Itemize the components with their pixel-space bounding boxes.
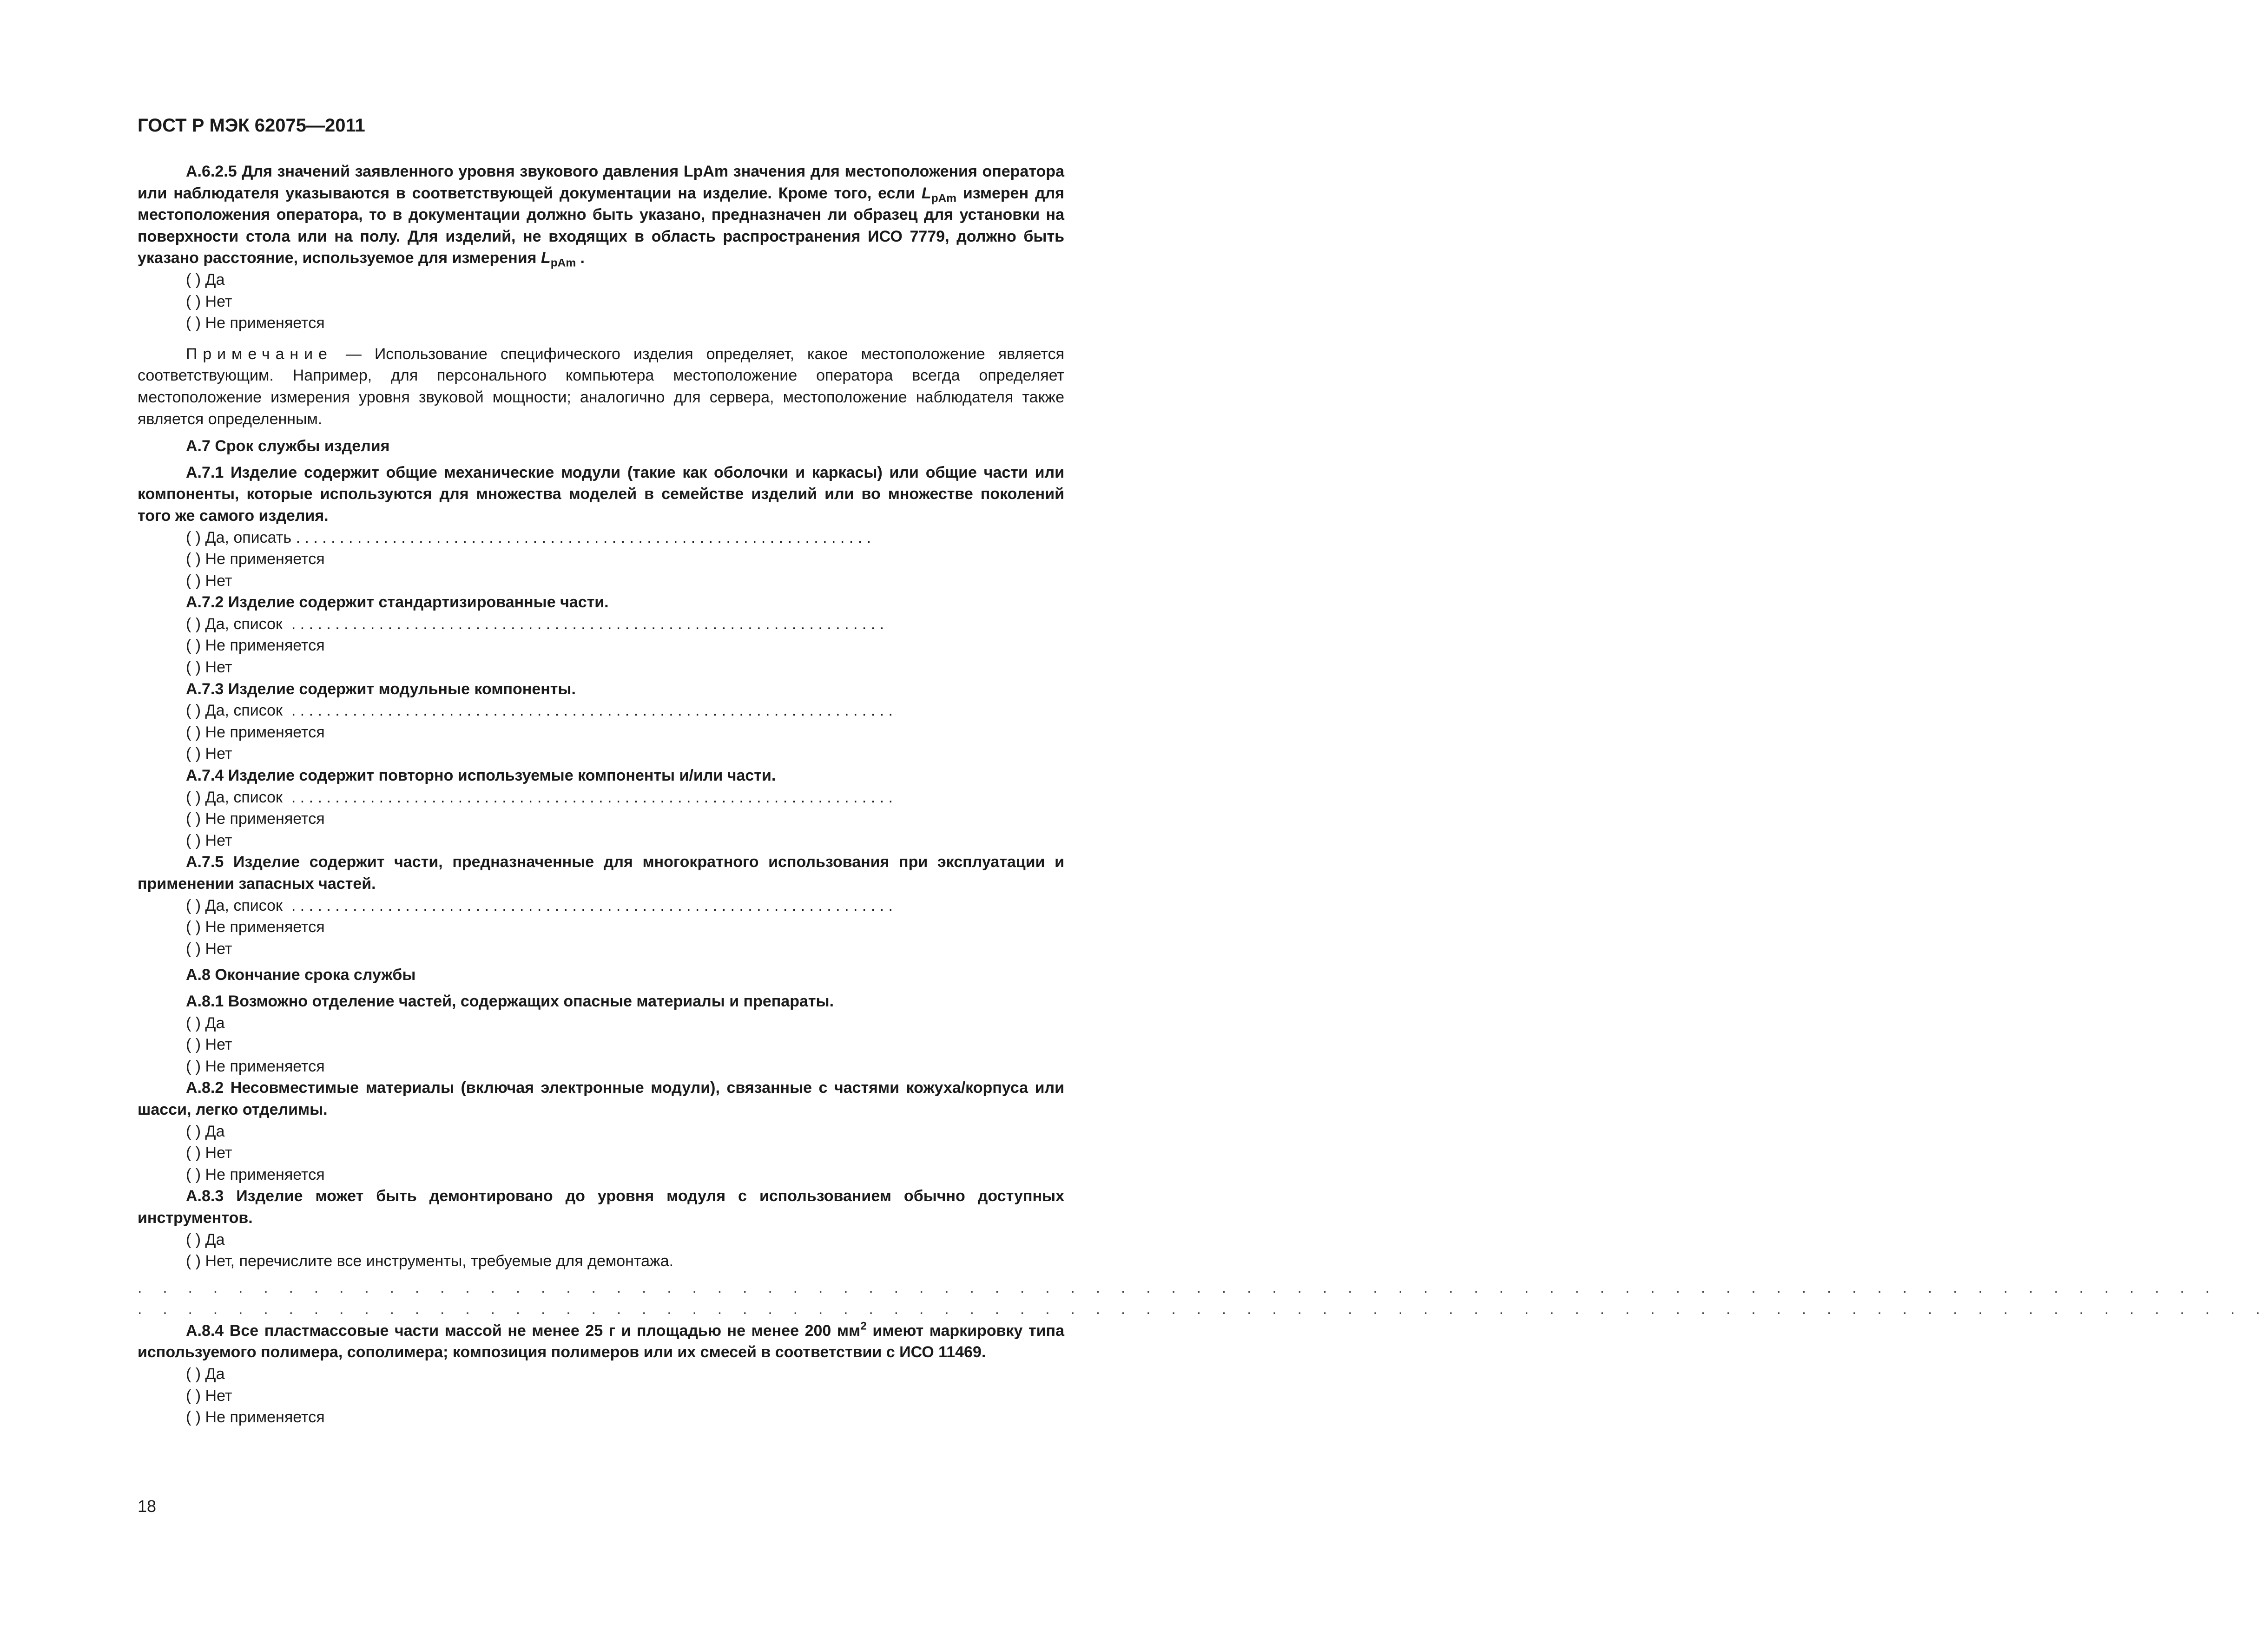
- checkbox-option[interactable]: ( ) Нет, перечислите все инструменты, требуемые для демонтажа.: [186, 1252, 674, 1270]
- clause-a72: А.7.2 Изделие содержит стандартизированные части.: [186, 593, 609, 611]
- checkbox-option[interactable]: ( ) Не применяется: [186, 810, 325, 828]
- checkbox-option[interactable]: ( ) Да: [186, 1014, 225, 1032]
- checkbox-option[interactable]: ( ) Нет: [186, 292, 232, 310]
- checkbox-option-with-fill[interactable]: ( ) Да, список . . . . . . . . . . . . . . . . . . . . . . . . . . . . . . . . . . . . . . . . . . . . . . . . . . . . . . . . . . . . . . . . . . . . .: [186, 788, 893, 806]
- fill-dots: . . . . . . . . . . . . . . . . . . . . . . . . . . . . . . . . . . . . . . . . . . . . . . . . . . . . . . . . . . . . . . . . . . . .: [282, 615, 884, 633]
- fill-line[interactable]: . . . . . . . . . . . . . . . . . . . . . . . . . . . . . . . . . . . . . . . . . . . . . . . . . . . . . . . . . . . . . . . . . . . . . . . . . . . . . . . . . . . . .: [138, 1300, 2268, 1318]
- checkbox-option[interactable]: ( ) Не применяется: [186, 723, 325, 741]
- checkbox-option[interactable]: ( ) Да: [186, 270, 225, 289]
- clause-a625: А.6.2.5 Для значений заявленного уровня звукового давления LpAm значения для местоположения оператора или наблюдателя указываются в соответствующей документации на изделие. Кроме того, если $L_{pAm}$ измерен для местоположения оператора, то в документации должно быть указано, предназначен ли образец для установки на поверхности стола или на полу. Для изделий, не входящих в область распространения ИСО 7779, должно быть указано расстояние, используемое для измерения $L_{pAm}$ .: [138, 163, 1064, 269]
- checkbox-option[interactable]: ( ) Нет: [186, 1144, 232, 1162]
- section-title-a8: А.8 Окончание срока службы: [186, 966, 416, 984]
- fill-dots: . . . . . . . . . . . . . . . . . . . . . . . . . . . . . . . . . . . . . . . . . . . . . . . . . . . . . . . . . . . . . . . . . . . . .: [282, 896, 893, 914]
- checkbox-option[interactable]: ( ) Не применяется: [186, 314, 325, 332]
- symbol-lpam: LpAm: [683, 163, 729, 180]
- checkbox-option[interactable]: ( ) Нет: [186, 1036, 232, 1054]
- checkbox-option[interactable]: ( ) Нет: [186, 658, 232, 677]
- checkbox-option[interactable]: ( ) Да: [186, 1122, 225, 1140]
- checkbox-option[interactable]: ( ) Не применяется: [186, 550, 325, 568]
- checkbox-option-with-fill[interactable]: ( ) Да, список . . . . . . . . . . . . . . . . . . . . . . . . . . . . . . . . . . . . . . . . . . . . . . . . . . . . . . . . . . . . . . . . . . . .: [186, 615, 884, 633]
- checkbox-option[interactable]: ( ) Нет: [186, 1387, 232, 1405]
- fill-dots: . . . . . . . . . . . . . . . . . . . . . . . . . . . . . . . . . . . . . . . . . . . . . . . . . . . . . . . . . . . . . . . . . . . . .: [282, 702, 893, 720]
- checkbox-option-with-fill[interactable]: ( ) Да, описать . . . . . . . . . . . . . . . . . . . . . . . . . . . . . . . . . . . . . . . . . . . . . . . . . . . . . . . . . . . . . . . . . .: [186, 528, 871, 546]
- checkbox-option[interactable]: ( ) Да: [186, 1365, 225, 1383]
- checkbox-option[interactable]: ( ) Не применяется: [186, 1057, 325, 1075]
- clause-a84: А.8.4 Все пластмассовые части массой не менее 25 г и площадью не менее 200 $мм^2$ имеют маркировку типа используемого полимера, сополимера; композиция полимеров или их смесей в соответствии с ИСО 11469.: [138, 1320, 1064, 1361]
- checkbox-option[interactable]: ( ) Да: [186, 1230, 225, 1249]
- checkbox-option[interactable]: ( ) Нет: [186, 940, 232, 958]
- checkbox-option[interactable]: ( ) Не применяется: [186, 1408, 325, 1426]
- note-label: Примечание: [186, 345, 333, 363]
- document-body: [138, 161, 2268, 1428]
- checkbox-option[interactable]: ( ) Не применяется: [186, 1165, 325, 1183]
- clause-a73: А.7.3 Изделие содержит модульные компоненты.: [186, 680, 576, 698]
- section-title-a7: А.7 Срок службы изделия: [186, 437, 390, 455]
- note-paragraph: Примечание — Использование специфического изделия определяет, какое местоположение является соответствующим. Например, для персонального компьютера местоположение оператора всегда определяет местоположение измерения уровня звуковой мощности; аналогично для сервера, местоположение наблюдателя также является определенным.: [138, 345, 1064, 428]
- clause-a82: А.8.2 Несовместимые материалы (включая электронные модули), связанные с частями кожуха/корпуса или шасси, легко отделимы.: [138, 1079, 1064, 1118]
- page-number: 18: [138, 1497, 157, 1516]
- clause-a74: А.7.4 Изделие содержит повторно используемые компоненты и/или части.: [186, 767, 776, 785]
- clause-a71: А.7.1 Изделие содержит общие механические модули (такие как оболочки и каркасы) или общие части или компоненты, которые используются для множества моделей в семействе изделий или во множестве поколений того же самого изделия.: [138, 463, 1064, 525]
- fill-line[interactable]: . . . . . . . . . . . . . . . . . . . . . . . . . . . . . . . . . . . . . . . . . . . . . . . . . . . . . . . . . . . . . . . . . . . . . . . . . . . . . . . . . . .: [138, 1278, 2218, 1296]
- checkbox-option[interactable]: ( ) Не применяется: [186, 637, 325, 655]
- clause-a83: А.8.3 Изделие может быть демонтировано до уровня модуля с использованием обычно доступных инструментов.: [138, 1187, 1064, 1227]
- checkbox-option[interactable]: ( ) Нет: [186, 572, 232, 590]
- clause-a81: А.8.1 Возможно отделение частей, содержащих опасные материалы и препараты.: [186, 992, 834, 1010]
- checkbox-option[interactable]: ( ) Не применяется: [186, 918, 325, 936]
- document-header: ГОСТ Р МЭК 62075—2011: [138, 115, 365, 136]
- checkbox-option-with-fill[interactable]: ( ) Да, список . . . . . . . . . . . . . . . . . . . . . . . . . . . . . . . . . . . . . . . . . . . . . . . . . . . . . . . . . . . . . . . . . . . . .: [186, 896, 893, 914]
- checkbox-option[interactable]: ( ) Нет: [186, 745, 232, 763]
- fill-dots: . . . . . . . . . . . . . . . . . . . . . . . . . . . . . . . . . . . . . . . . . . . . . . . . . . . . . . . . . . . . . . . . . .: [291, 528, 871, 546]
- clause-a75: А.7.5 Изделие содержит части, предназначенные для многократного использования при эксплуатации и применении запасных частей.: [138, 853, 1064, 893]
- fill-dots: . . . . . . . . . . . . . . . . . . . . . . . . . . . . . . . . . . . . . . . . . . . . . . . . . . . . . . . . . . . . . . . . . . . . .: [282, 788, 893, 806]
- checkbox-option-with-fill[interactable]: ( ) Да, список . . . . . . . . . . . . . . . . . . . . . . . . . . . . . . . . . . . . . . . . . . . . . . . . . . . . . . . . . . . . . . . . . . . . .: [186, 702, 893, 720]
- checkbox-option[interactable]: ( ) Нет: [186, 831, 232, 849]
